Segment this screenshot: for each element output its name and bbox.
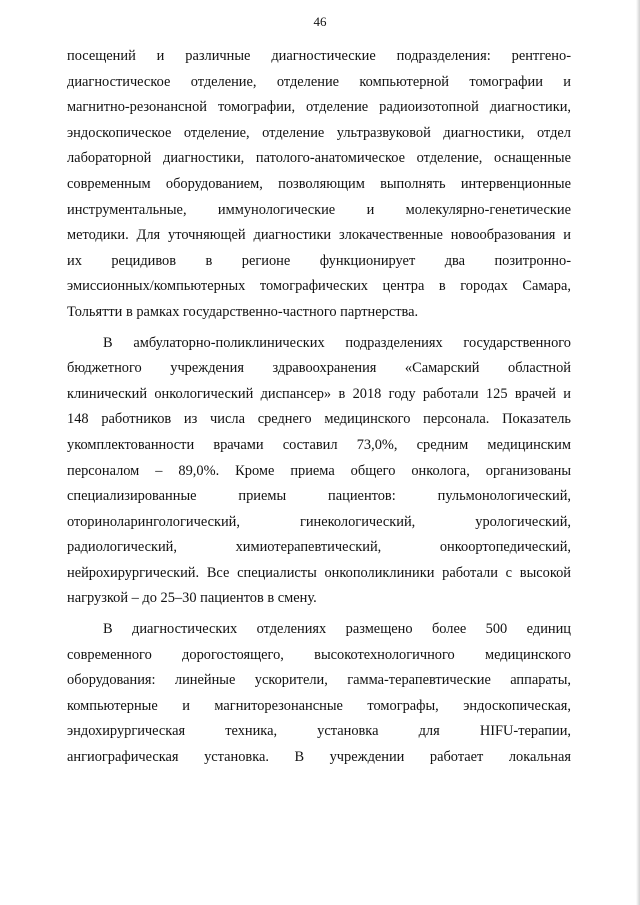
text-line: посещений и различные диагностические подразделения: рентгено- — [67, 48, 571, 64]
text-line: радиологический, химиотерапевтический, онкоортопедический, — [67, 539, 571, 556]
text-line: 148 работников из числа среднего медицинского персонала. Показатель — [67, 411, 571, 428]
text-line: эмиссионных/компьютерных томографических центра в городах Самара, — [67, 278, 571, 295]
page-edge-shadow — [636, 0, 640, 905]
text-line: В амбулаторно-поликлинических подразделениях государственного — [103, 334, 571, 351]
text-line: их рецидивов в регионе функционирует два позитронно- — [67, 252, 571, 269]
text-line: специализированные приемы пациентов: пульмонологический, — [67, 488, 571, 505]
text-line: современного дорогостоящего, высокотехнологичного медицинского — [67, 646, 571, 663]
text-line: персоналом – 89,0%. Кроме приема общего онколога, организованы — [67, 462, 571, 479]
text-line: лабораторной диагностики, патолого-анатомическое отделение, оснащенные — [67, 150, 571, 167]
text-line: укомплектованности врачами составил 73,0%, средним медицинским — [67, 436, 571, 453]
text-line: оториноларингологический, гинекологический, урологический, — [67, 513, 571, 530]
paragraph-3 — [67, 617, 571, 771]
text-line: методики. Для уточняющей диагностики злокачественные новообразования и — [67, 227, 571, 244]
text-line: бюджетного учреждения здравоохранения «Самарский областной — [67, 360, 571, 377]
paragraph-1 — [67, 44, 571, 326]
page-number: 46 — [313, 14, 327, 29]
body-text — [67, 44, 571, 771]
text-line: магнитно-резонансной томографии, отделение радиоизотопной диагностики, — [67, 99, 571, 116]
text-line: нагрузкой – до 25–30 пациентов в смену. — [67, 590, 317, 607]
text-line: компьютерные и магниторезонансные томографы, эндоскопическая, — [67, 697, 571, 714]
text-line: ангиографическая установка. В учреждении работает локальная — [67, 749, 571, 766]
text-line: эндоскопическое отделение, отделение ультразвуковой диагностики, отдел — [67, 124, 571, 141]
text-line: В диагностических отделениях размещено более 500 единиц — [103, 621, 571, 638]
text-line: эндохирургическая техника, установка для HIFU-терапии, — [67, 723, 571, 740]
paragraph-2 — [67, 331, 571, 613]
text-line: диагностическое отделение, отделение компьютерной томографии и — [67, 73, 571, 90]
text-line: нейрохирургический. Все специалисты онкополиклиники работали с высокой — [67, 564, 571, 581]
text-line: оборудования: линейные ускорители, гамма-терапевтические аппараты, — [67, 672, 571, 689]
text-line: Тольятти в рамках государственно-частного партнерства. — [67, 303, 419, 320]
text-line: клинический онкологический диспансер» в 2018 году работали 125 врачей и — [67, 385, 571, 402]
text-line: современным оборудованием, позволяющим выполнять интервенционные — [67, 175, 571, 192]
text-line: инструментальные, иммунологические и молекулярно-генетические — [67, 201, 571, 218]
